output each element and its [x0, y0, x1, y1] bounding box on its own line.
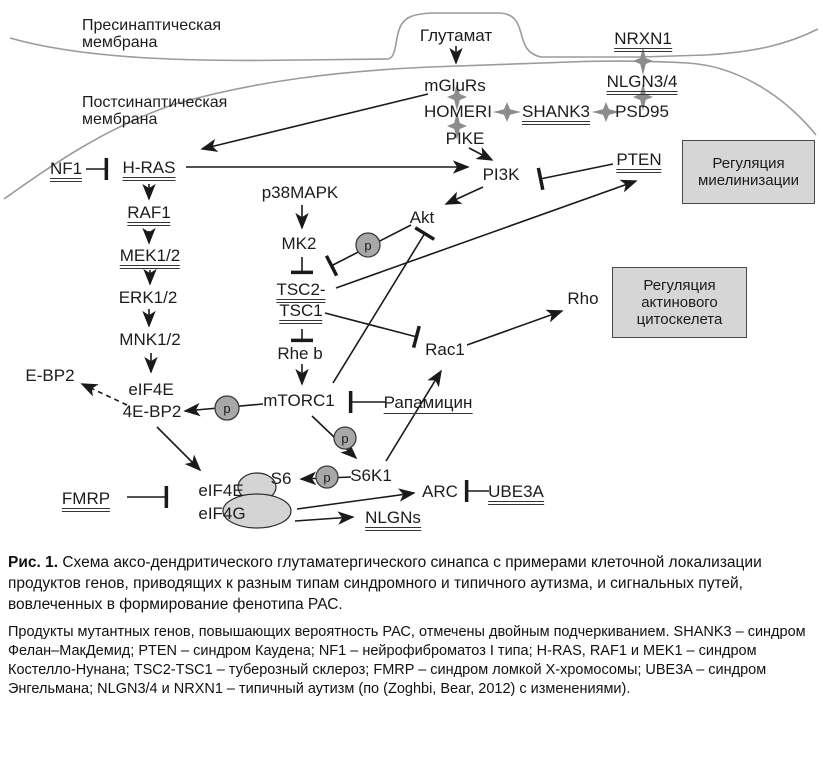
node-mk2: MK2 — [281, 234, 317, 253]
actin-box-line1: Регуляция — [643, 277, 716, 294]
caption-title-text: Схема аксо-дендритического глутаматергического синапса с примерами клеточной локализации продуктов генов, приводящих к разным типам синдромного и типичного аутизма, и сигнальных путей, вовлеченных в формирование фенотипа РАС. — [8, 554, 762, 613]
edge-ribosome-nlgns — [295, 517, 353, 521]
caption-title — [8, 552, 808, 615]
node-ube3a: UBE3A — [488, 482, 544, 505]
node-arc: ARC — [422, 482, 458, 501]
edge-4ebp2-ribosome — [157, 427, 200, 470]
figure-caption — [8, 552, 808, 699]
edge-tsc2-pten — [336, 181, 636, 288]
node-nrxn1: NRXN1 — [614, 29, 672, 52]
myelination-box-line1: Регуляция — [712, 155, 785, 172]
edge-rac1-rho — [467, 311, 562, 345]
phospho-label: p — [223, 401, 231, 416]
edge-s6k1-rac1 — [386, 371, 441, 461]
myelination-regulation-box — [682, 140, 815, 204]
phospho-4ebp2 — [215, 396, 239, 420]
postsynaptic-membrane-label — [82, 94, 227, 128]
actin-box-line3: цитоскелета — [636, 311, 723, 328]
node-eif4e-complex: eIF4E — [198, 481, 244, 500]
postsynaptic-label-line2: мембрана — [82, 111, 158, 128]
edge-pten-inhibits-pi3k — [540, 164, 613, 179]
node-nf1: NF1 — [50, 159, 82, 182]
postsynaptic-label-line1: Постсинаптическая — [82, 94, 228, 111]
phospho-akt — [356, 233, 380, 257]
phospho-s6 — [316, 466, 338, 488]
node-hras: H-RAS — [123, 158, 176, 181]
node-homeri: HOMERI — [424, 102, 492, 121]
figure-number-label: Рис. 1. — [8, 554, 59, 571]
phospho-s6k1 — [334, 427, 356, 449]
node-nlgns: NLGNs — [365, 508, 421, 531]
node-akt: Akt — [409, 208, 435, 227]
node-mek12: MEK1/2 — [120, 246, 180, 269]
node-e-bp2: E-BP2 — [25, 366, 75, 385]
cross-homeri-shank3-icon — [493, 102, 521, 122]
actin-box-line2: актинового — [641, 294, 718, 311]
node-shank3: SHANK3 — [522, 102, 590, 125]
node-p38mapk: p38MAPK — [261, 183, 339, 202]
node-tsc2: TSC2- — [276, 280, 325, 303]
node-rho: Rho — [567, 289, 599, 308]
edge-tsc1-inhibits-rac1 — [325, 313, 417, 337]
presynaptic-membrane-label — [82, 17, 221, 51]
node-rheb: Rhe b — [277, 344, 323, 363]
presynaptic-label-line1: Пресинаптическая — [82, 17, 222, 34]
node-rapamycin: Рапамицин — [383, 393, 473, 412]
edge-pi3k-akt — [446, 187, 483, 204]
node-pike: PIKE — [445, 129, 485, 148]
node-mtorc1: mTORC1 — [263, 391, 335, 410]
edge-mtorc1-inhibits-akt — [333, 233, 425, 383]
node-mnk12: MNK1/2 — [119, 330, 181, 349]
edge-pike-pi3k — [469, 148, 492, 160]
phospho-label: p — [323, 470, 331, 485]
edge-mglurs-hras — [202, 94, 428, 149]
node-mglurs: mGluRs — [424, 76, 486, 95]
node-fmrp: FMRP — [62, 489, 110, 512]
node-eif4g: eIF4G — [198, 504, 246, 523]
node-raf1: RAF1 — [127, 203, 170, 226]
node-pten: PTEN — [616, 150, 661, 173]
edge-ribosome-arc — [297, 493, 414, 509]
node-glutamate: Глутамат — [419, 26, 493, 45]
node-psd95: PSD95 — [615, 102, 669, 121]
edge-4ebp2-ebp2-dashed — [82, 384, 127, 405]
phospho-label: p — [364, 238, 372, 253]
node-s6: S6 — [270, 469, 292, 488]
node-pi3k: PI3K — [482, 165, 520, 184]
node-4e-bp2: 4E-BP2 — [122, 402, 182, 421]
presynaptic-label-line2: мембрана — [82, 34, 158, 51]
actin-regulation-box — [612, 267, 747, 338]
node-s6k1: S6K1 — [350, 466, 392, 485]
myelination-box-line2: миелинизации — [698, 172, 799, 189]
node-erk12: ERK1/2 — [118, 288, 178, 307]
phospho-label: p — [341, 431, 349, 446]
caption-legend: Продукты мутантных генов, повышающих вероятность РАС, отмечены двойным подчеркиванием. SHANK3 – синдром Фелан–МакДемид; PTEN – синдром Каудена; NF1 – нейрофиброматоз I типа; H-RAS, RAF1 и MEK1 – синдром Костелло-Нунана; TSC2-TSC1 – туберозный склероз; FMRP – синдром ломкой X-хромосомы; UBE3A – синдром Энгельмана; NLGN3/4 и NRXN1 – типичный аутизм (по (Zoghbi, Bear, 2012) с изменениями). — [8, 624, 806, 697]
node-rac1: Rac1 — [425, 340, 465, 359]
node-tsc1: TSC1 — [279, 301, 322, 324]
node-nlgn34: NLGN3/4 — [607, 72, 678, 95]
node-eif4e-top: eIF4E — [128, 380, 174, 399]
